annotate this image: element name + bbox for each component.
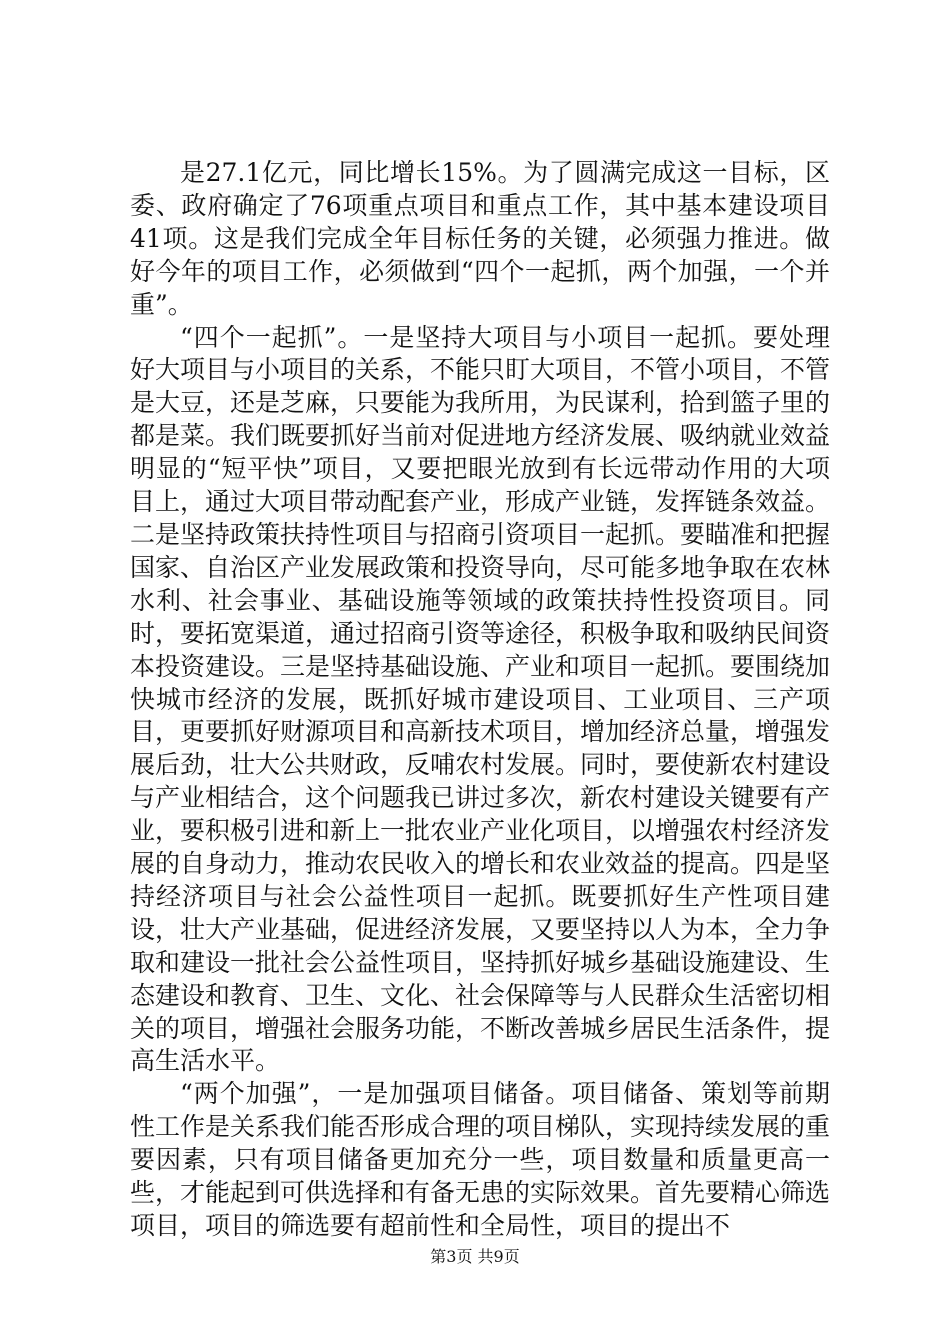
paragraph-2: “四个一起抓”。一是坚持大项目与小项目一起抓。要处理好大项目与小项目的关系，不能只盯大项目，不管小项目，不管是大豆，还是芝麻，只要能为我所用，为民谋利，拾到篮子里的都是菜。我们既要抓好当前对促进地方经济发展、吸纳就业效益明显的“短平快”项目，又要把眼光放到有长远带动作用的大项目上，通过大项目带动配套产业，形成产业链，发挥链条效益。二是坚持政策扶持性项目与招商引资项目一起抓。要瞄准和把握国家、自治区产业发展政策和投资导向，尽可能多地争取在农林水利、社会事业、基础设施等领域的政策扶持性投资项目。同时，要拓宽渠道，通过招商引资等途径，积极争取和吸纳民间资本投资建设。三是坚持基础设施、产业和项目一起抓。要围绕加快城市经济的发展，既抓好城市建设项目、工业项目、三产项目，更要抓好财源项目和高新技术项目，增加经济总量，增强发展后劲，壮大公共财政，反哺农村发展。同时，要使新农村建设与产业相结合，这个问题我已讲过多次，新农村建设关键要有产业，要积极引进和新上一批农业产业化项目，以增强农村经济发展的自身动力，推动农民收入的增长和农业效益的提高。四是坚持经济项目与社会公益性项目一起抓。既要抓好生产性项目建设，壮大产业基础，促进经济发展，又要坚持以人为本，全力争取和建设一批社会公益性项目，坚持抓好城乡基础设施建设、生态建设和教育、卫生、文化、社会保障等与人民群众生活密切相关的项目，增强社会服务功能，不断改善城乡居民生活条件，提高生活水平。 — [130, 322, 831, 1076]
paragraph-1: 是27.1亿元，同比增长15%。为了圆满完成这一目标，区委、政府确定了76项重点项目和重点工作，其中基本建设项目41项。这是我们完成全年目标任务的关键，必须强力推进。做好今年的项目工作，必须做到“四个一起抓，两个加强，一个并重”。 — [130, 158, 830, 319]
page-footer: 第3页 共9页 — [430, 1247, 520, 1266]
document-body — [130, 157, 830, 1243]
paragraph-3: “两个加强”，一是加强项目储备。项目储备、策划等前期性工作是关系我们能否形成合理的项目梯队，实现持续发展的重要因素，只有项目储备更加充分一些，项目数量和质量更高一些，才能起到可供选择和有备无患的实际效果。首先要精心筛选项目，项目的筛选要有超前性和全局性，项目的提出不 — [130, 1079, 831, 1240]
